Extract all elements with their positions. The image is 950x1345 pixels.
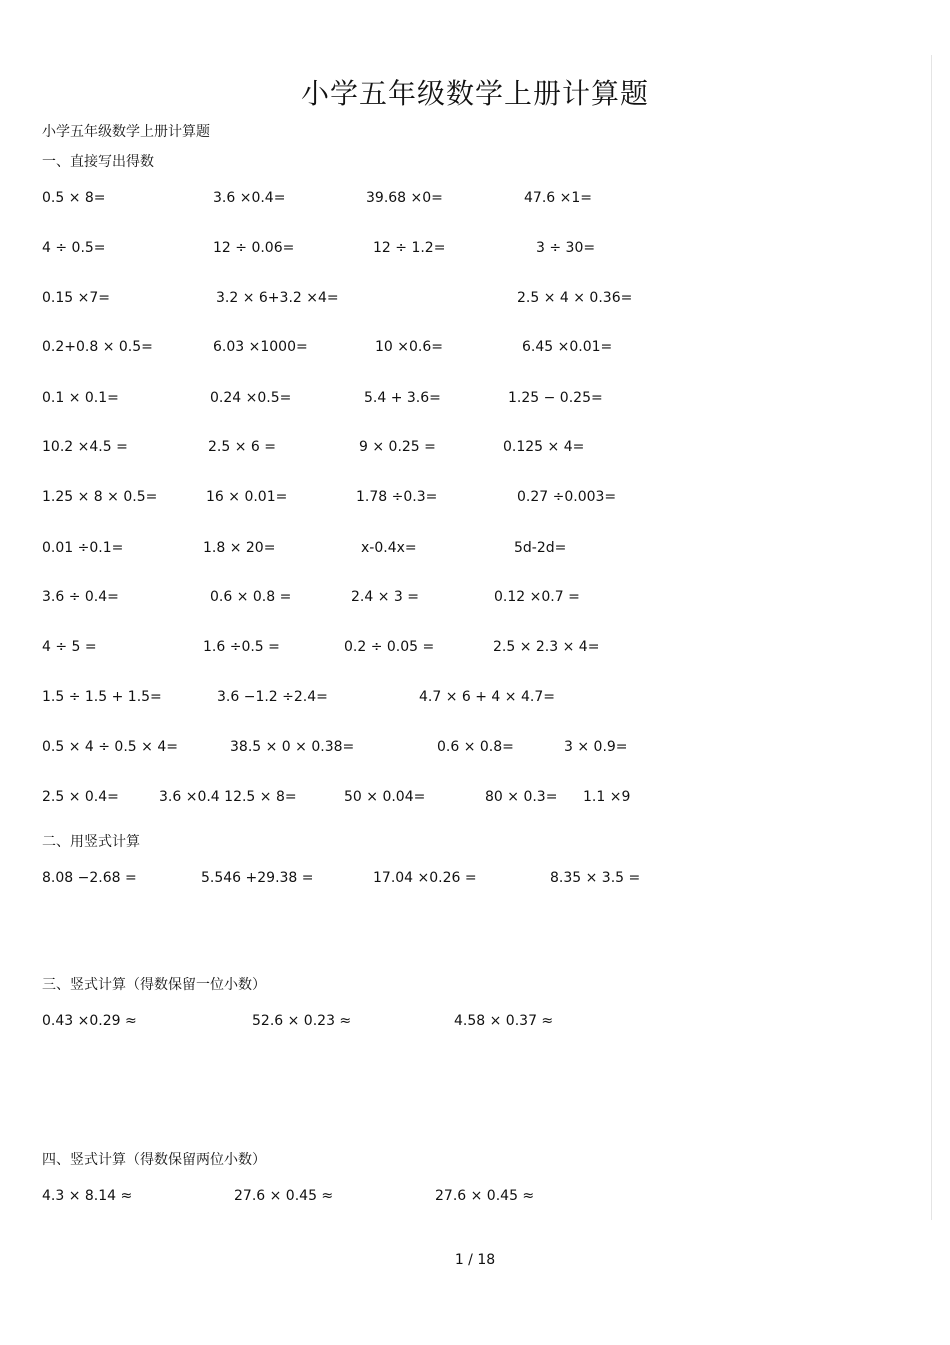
section-1-heading: 一、直接写出得数 <box>42 154 154 170</box>
problem: 5d-2d= <box>514 540 567 556</box>
problem: 0.27 ÷0.003= <box>517 489 617 505</box>
problem: 80 × 0.3= <box>485 789 558 805</box>
problem: 50 × 0.04= <box>344 789 426 805</box>
problem: 12 ÷ 1.2= <box>373 240 446 256</box>
problem: 27.6 × 0.45 ≈ <box>435 1188 535 1204</box>
problem: 1.8 × 20= <box>203 540 276 556</box>
section-3-heading: 三、竖式计算（得数保留一位小数） <box>42 977 266 993</box>
problem: 0.24 ×0.5= <box>210 390 292 406</box>
problem-row <box>0 540 930 560</box>
problem: 0.01 ÷0.1= <box>42 540 124 556</box>
problem-row <box>0 870 930 890</box>
problem: 1.6 ÷0.5 = <box>203 639 280 655</box>
problem-row <box>0 739 930 759</box>
problem: 2.5 × 4 × 0.36= <box>517 290 633 306</box>
problem-row <box>0 589 930 609</box>
section-4-heading: 四、竖式计算（得数保留两位小数） <box>42 1152 266 1168</box>
problem: x-0.4x= <box>361 540 417 556</box>
problem: 52.6 × 0.23 ≈ <box>252 1013 352 1029</box>
problem: 5.546 +29.38 = <box>201 870 314 886</box>
problem-row <box>0 789 930 809</box>
problem: 4.7 × 6 + 4 × 4.7= <box>419 689 555 705</box>
problem: 3.2 × 6+3.2 ×4= <box>216 290 339 306</box>
problem: 8.08 −2.68 = <box>42 870 137 886</box>
problem: 2.5 × 0.4= <box>42 789 119 805</box>
problem-row <box>0 439 930 459</box>
problem: 3 ÷ 30= <box>536 240 596 256</box>
problem: 0.12 ×0.7 = <box>494 589 580 605</box>
problem: 4.3 × 8.14 ≈ <box>42 1188 133 1204</box>
problem: 1.25 − 0.25= <box>508 390 603 406</box>
problem: 6.45 ×0.01= <box>522 339 613 355</box>
subtitle: 小学五年级数学上册计算题 <box>42 124 210 140</box>
problem-row <box>0 639 930 659</box>
problem-row <box>0 1013 930 1033</box>
problem-row <box>0 240 930 260</box>
problem: 0.1 × 0.1= <box>42 390 119 406</box>
problem: 10 ×0.6= <box>375 339 443 355</box>
problem-row <box>0 1188 930 1208</box>
problem: 3.6 ×0.4 12.5 × 8= <box>159 789 297 805</box>
problem: 0.2+0.8 × 0.5= <box>42 339 153 355</box>
problem: 2.5 × 2.3 × 4= <box>493 639 600 655</box>
problem: 17.04 ×0.26 = <box>373 870 477 886</box>
problem-row <box>0 339 930 359</box>
problem-row <box>0 190 930 210</box>
section-2-heading: 二、用竖式计算 <box>42 834 140 850</box>
problem: 16 × 0.01= <box>206 489 288 505</box>
problem-row <box>0 689 930 709</box>
problem-row <box>0 290 930 310</box>
problem: 0.43 ×0.29 ≈ <box>42 1013 137 1029</box>
problem: 0.6 × 0.8= <box>437 739 514 755</box>
problem: 0.2 ÷ 0.05 = <box>344 639 435 655</box>
problem: 9 × 0.25 = <box>359 439 436 455</box>
problem: 39.68 ×0= <box>366 190 443 206</box>
page-edge-line <box>931 55 932 1220</box>
problem: 0.5 × 4 ÷ 0.5 × 4= <box>42 739 178 755</box>
problem: 10.2 ×4.5 = <box>42 439 128 455</box>
problem: 4.58 × 0.37 ≈ <box>454 1013 554 1029</box>
problem: 47.6 ×1= <box>524 190 592 206</box>
page-title: 小学五年级数学上册计算题 <box>300 77 649 110</box>
page-number: 1 / 18 <box>454 1252 496 1268</box>
problem: 1.1 ×9 <box>583 789 631 805</box>
problem: 6.03 ×1000= <box>213 339 308 355</box>
problem: 0.5 × 8= <box>42 190 106 206</box>
problem: 3.6 ÷ 0.4= <box>42 589 119 605</box>
problem: 0.6 × 0.8 = <box>210 589 292 605</box>
problem: 1.5 ÷ 1.5 + 1.5= <box>42 689 162 705</box>
problem: 5.4 + 3.6= <box>364 390 441 406</box>
problem-row <box>0 390 930 410</box>
problem: 1.78 ÷0.3= <box>356 489 438 505</box>
problem: 8.35 × 3.5 = <box>550 870 641 886</box>
problem-row <box>0 489 930 509</box>
problem: 1.25 × 8 × 0.5= <box>42 489 158 505</box>
problem: 0.15 ×7= <box>42 290 110 306</box>
problem: 12 ÷ 0.06= <box>213 240 295 256</box>
problem: 2.5 × 6 = <box>208 439 276 455</box>
problem: 3 × 0.9= <box>564 739 628 755</box>
problem: 38.5 × 0 × 0.38= <box>230 739 355 755</box>
problem: 3.6 ×0.4= <box>213 190 286 206</box>
problem: 2.4 × 3 = <box>351 589 419 605</box>
problem: 4 ÷ 0.5= <box>42 240 106 256</box>
problem: 0.125 × 4= <box>503 439 585 455</box>
problem: 4 ÷ 5 = <box>42 639 97 655</box>
problem: 3.6 −1.2 ÷2.4= <box>217 689 328 705</box>
problem: 27.6 × 0.45 ≈ <box>234 1188 334 1204</box>
